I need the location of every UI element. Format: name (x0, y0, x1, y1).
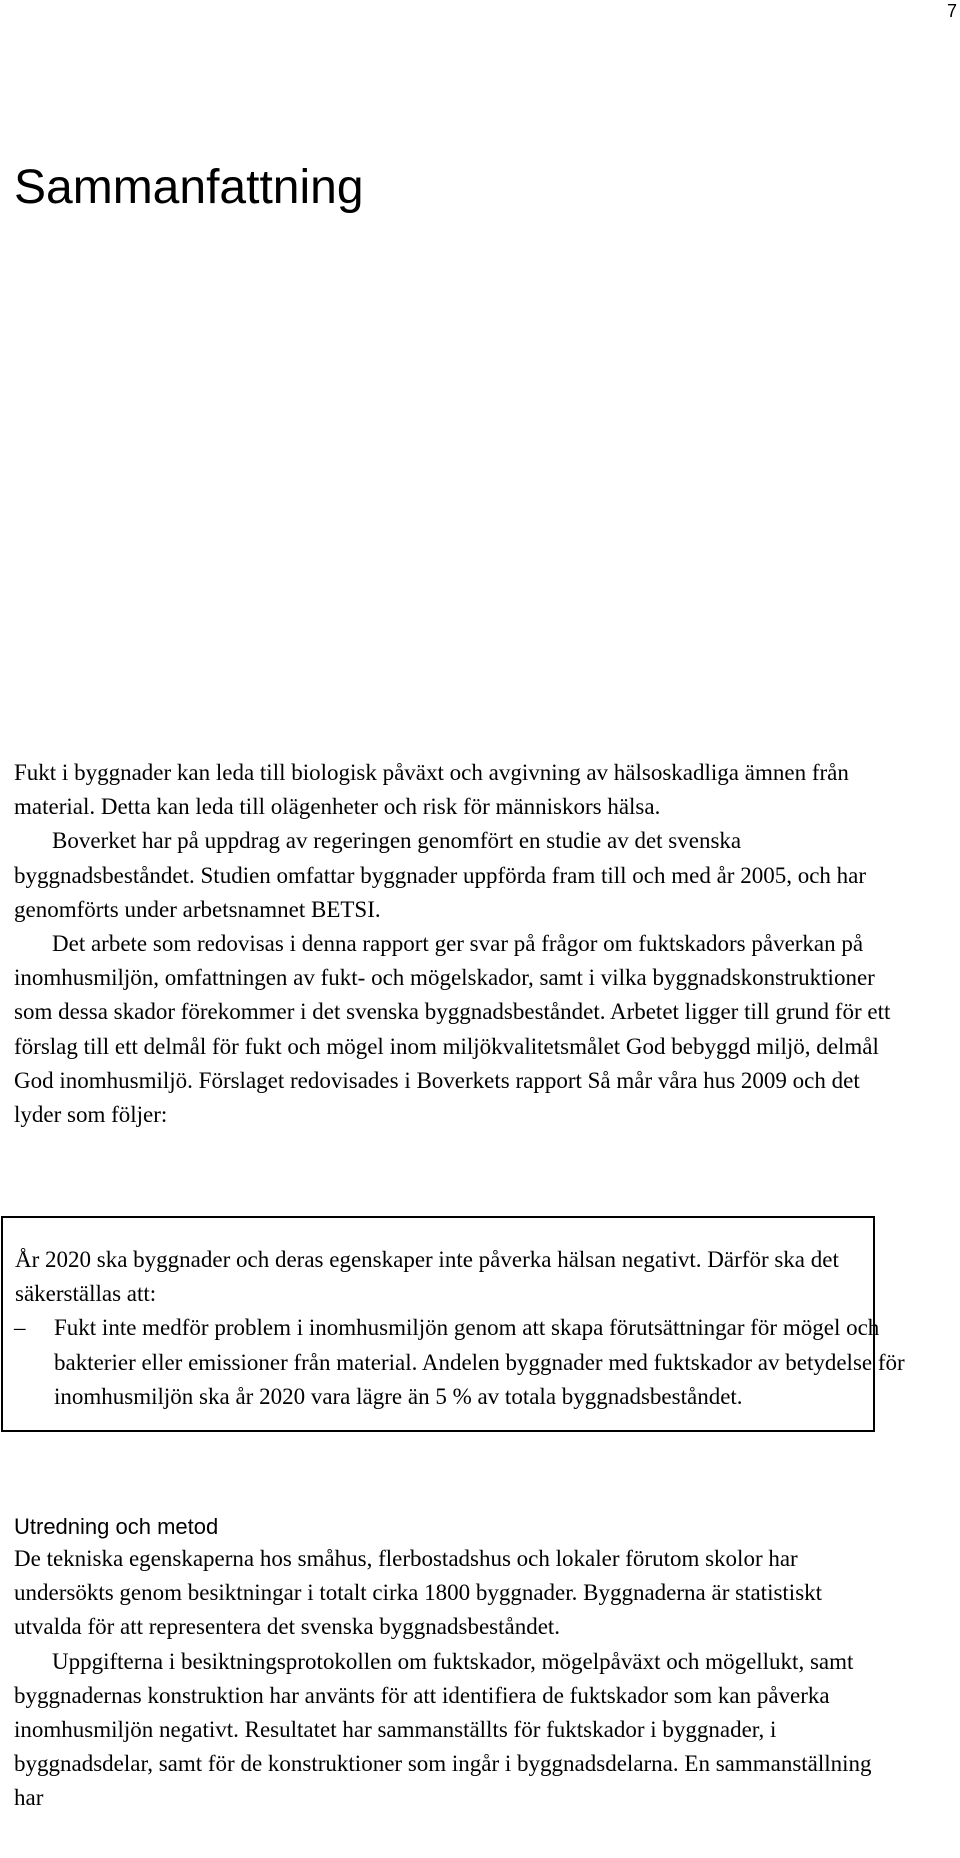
method-paragraph-2: Uppgifterna i besiktningsprotokollen om fuktskador, mögelpåväxt och mögellukt, samt byggnadernas konstruktion har använts för att identifiera de fuktskador som kan påverka inomhusmiljön negativt. Resultatet har sammanställts för fuktskador i byggnader, i byggnadsdelar, samt för de konstruktioner som ingår i byggnadsdelarna. En sammanställning har (14, 1648, 872, 1811)
intro-section (14, 756, 894, 1132)
section-heading: Utredning och metod (14, 1514, 219, 1539)
intro-paragraph-2: Boverket har på uppdrag av regeringen genomfört en studie av det svenska byggnadsbeståndet. Studien omfattar byggnader uppförda fram till och med år 2005, och har genomförts under arbetsnamnet BETSI. (14, 828, 867, 922)
dash-bullet: – (14, 1315, 26, 1341)
method-paragraph-1: De tekniska egenskaperna hos småhus, flerbostadshus och lokaler förutom skolor har undersökts genom besiktningar i totalt cirka 1800 byggnader. Byggnaderna är statistiskt utvalda för att representera det svenska byggnadsbeståndet. (14, 1546, 823, 1640)
intro-paragraph-1: Fukt i byggnader kan leda till biologisk påväxt och avgivning av hälsoskadliga ämnen från material. Detta kan leda till olägenheter och risk för människors hälsa. (14, 760, 849, 820)
page-title: Sammanfattning (14, 161, 364, 214)
goal-box (1, 1216, 905, 1432)
goal-lead: År 2020 ska byggnader och deras egenskaper inte påverka hälsan negativt. Därför ska det säkerställas att: (15, 1247, 839, 1307)
goal-list-item (15, 1311, 912, 1414)
goal-item-text: Fukt inte medför problem i inomhusmiljön genom att skapa förutsättningar för mögel och bakterier eller emissioner från material. Andelen byggnader med fuktskador av betydelse för inomhusmiljön ska år 2020 vara lägre än 5 % av totala byggnadsbeståndet. (54, 1315, 905, 1409)
method-section (14, 1512, 894, 1816)
intro-paragraph-3: Det arbete som redovisas i denna rapport ger svar på frågor om fuktskadors påverkan på inomhusmiljön, omfattningen av fukt- och mögelskador, samt i vilka byggnadskonstruktioner som dessa skador förekommer i det svenska byggnadsbeståndet. Arbetet ligger till grund för ett förslag till ett delmål för fukt och mögel inom miljökvalitetsmålet God bebyggd miljö, delmål God inomhusmiljö. Förslaget redovisades i Boverkets rapport Så mår våra hus 2009 och det lyder som följer: (14, 931, 891, 1128)
page-number: 7 (946, 1, 957, 21)
